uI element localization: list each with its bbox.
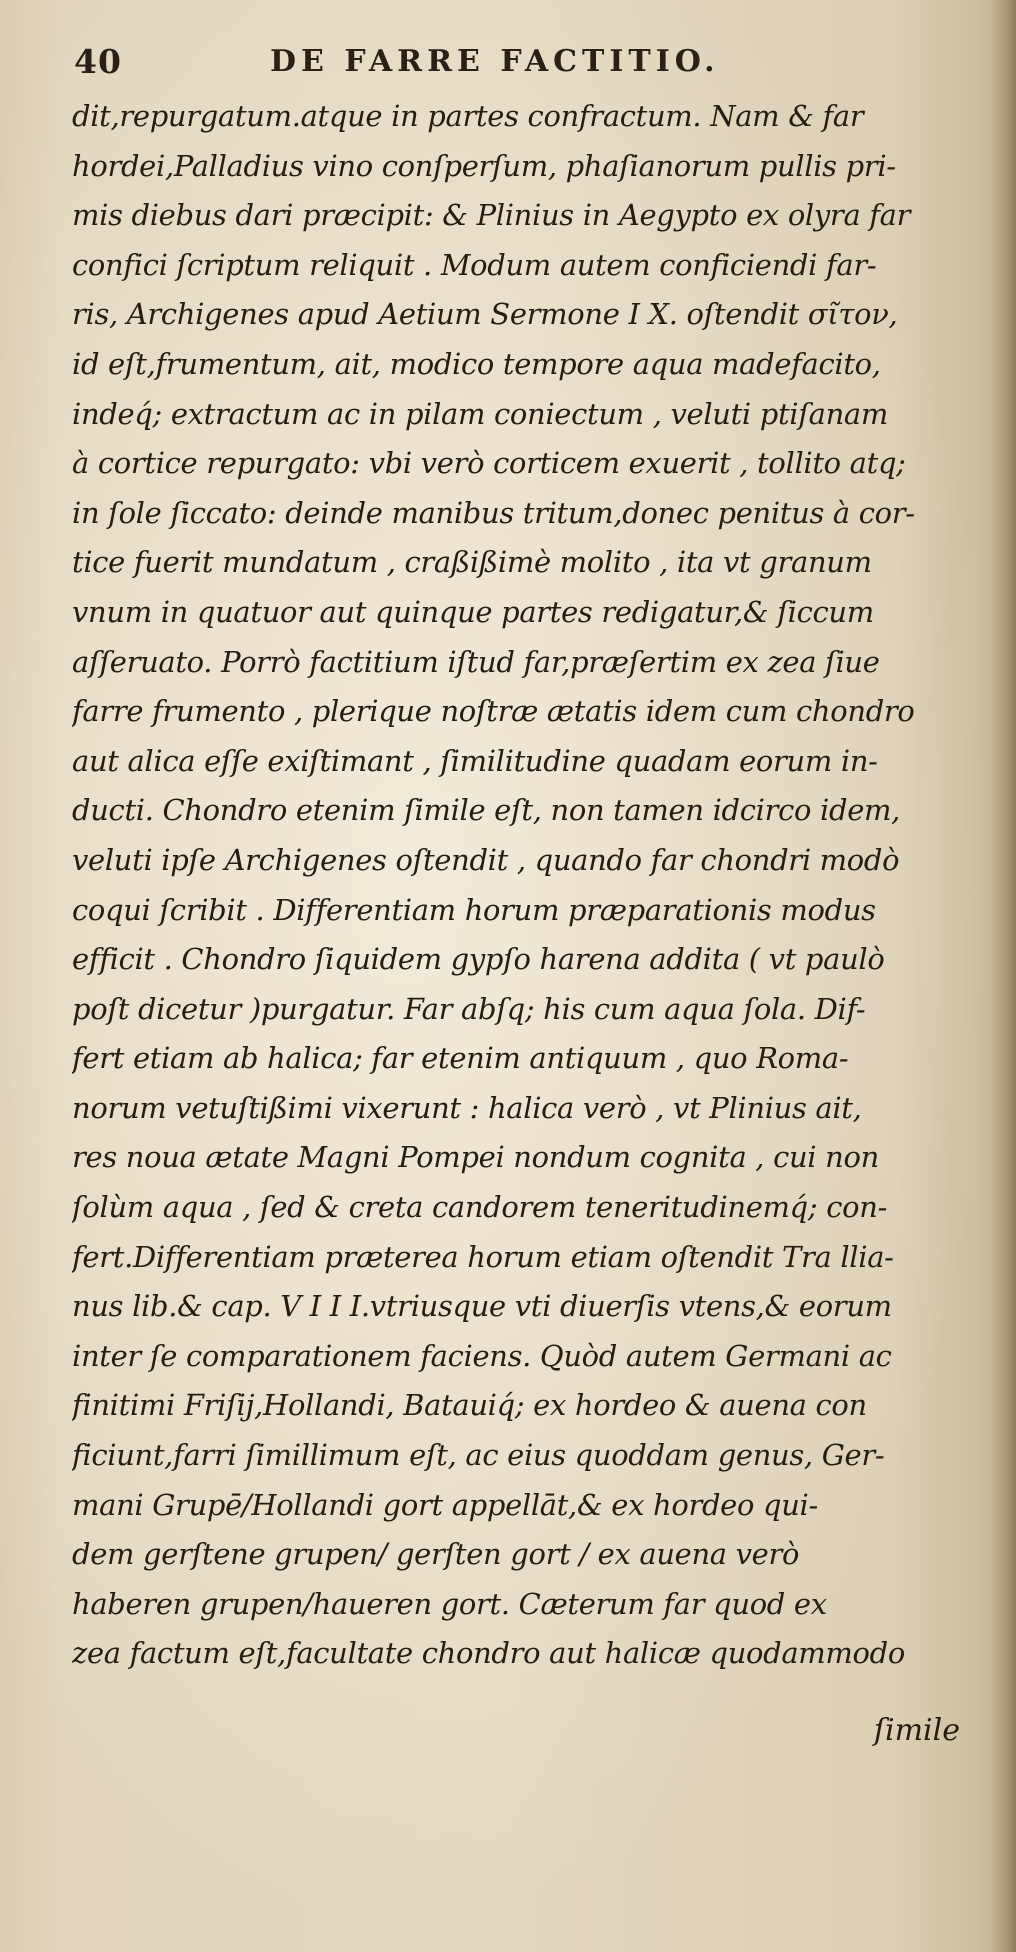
text-line: coqui ſcribit . Differentiam horum præparationis modus xyxy=(72,892,876,927)
text-line: ris, Archigenes apud Aetium Sermone I X. oſtendit σῖτον, xyxy=(72,297,898,332)
text-line: norum vetuſtißimi vixerunt : halica verò , vt Plinius ait, xyxy=(72,1090,862,1125)
running-head-title: DE FARRE FACTITIO. xyxy=(270,44,720,79)
text-line: confici ſcriptum reliquit . Modum autem conficiendi far- xyxy=(72,247,877,282)
text-line: id eſt,frumentum, ait, modico tempore aqua madefacito, xyxy=(72,346,881,381)
text-line: tice fuerit mundatum , craßißimè molito , ita vt granum xyxy=(72,545,872,580)
text-line: aſſeruato. Porrò factitium iſtud far,præſertim ex zea ſiue xyxy=(72,644,880,679)
text-line: farre frumento , plerique noſtræ ætatis idem cum chondro xyxy=(72,694,915,729)
text-line: fert etiam ab halica; far etenim antiquum , quo Roma- xyxy=(72,1041,849,1076)
text-line: dit,repurgatum.atque in partes confractum. Nam & far xyxy=(72,99,864,133)
running-head xyxy=(74,36,954,82)
text-line: nus lib.& cap. V I I I.vtriusque vti diuerſis vtens,& eorum xyxy=(72,1289,892,1324)
text-line: vnum in quatuor aut quinque partes redigatur,& ſiccum xyxy=(72,594,874,629)
text-line: dem gerſtene grupen/ gerſten gort / ex auena verò xyxy=(72,1537,800,1572)
text-line: in ſole ſiccato: deinde manibus tritum,donec penitus à cor- xyxy=(72,495,915,530)
text-line: haberen grupen/haueren gort. Cæterum far quod ex xyxy=(72,1586,827,1621)
text-line: finitimi Friſij,Hollandi, Batauiq́; ex hordeo & auena con xyxy=(72,1388,867,1423)
text-line: res noua ætate Magni Pompei nondum cognita , cui non xyxy=(72,1140,879,1175)
text-line: inter ſe comparationem faciens. Quòd autem Germani ac xyxy=(72,1338,892,1373)
text-line: zea factum eſt,facultate chondro aut halicæ quodammodo xyxy=(72,1636,905,1671)
page-gutter-shadow xyxy=(990,0,1016,1952)
text-line: mis diebus dari præcipit: & Plinius in Aegypto ex olyra far xyxy=(72,198,911,233)
body-text xyxy=(72,92,962,1679)
text-line: veluti ipſe Archigenes oſtendit , quando far chondri modò xyxy=(72,842,900,877)
text-line: fert.Differentiam præterea horum etiam oſtendit Tra llia- xyxy=(72,1239,894,1274)
text-line: aut alica eſſe exiſtimant , ſimilitudine quadam eorum in- xyxy=(72,743,878,778)
text-line: mani Grupē/Hollandi gort appellāt,& ex hordeo qui- xyxy=(72,1487,818,1522)
text-line: poſt dicetur )purgatur. Far abſq; his cum aqua ſola. Dif- xyxy=(72,991,866,1026)
text-line: hordei,Palladius vino conſperſum, phaſianorum pullis pri- xyxy=(72,148,896,183)
text-line: efficit . Chondro ſiquidem gypſo harena addita ( vt paulò xyxy=(72,942,885,977)
text-line: ducti. Chondro etenim ſimile eſt, non tamen idcirco idem, xyxy=(72,793,901,828)
page-number: 40 xyxy=(74,42,122,81)
text-line: à cortice repurgato: vbi verò corticem exuerit , tollito atq; xyxy=(72,446,906,481)
text-line: ficiunt,farri ſimillimum eſt, ac eius quoddam genus, Ger- xyxy=(72,1438,885,1473)
text-line: ſolùm aqua , ſed & creta candorem teneritudinemq́; con- xyxy=(72,1190,888,1225)
catchword: ſimile xyxy=(873,1713,960,1748)
text-line: indeq́; extractum ac in pilam coniectum , veluti ptiſanam xyxy=(72,396,889,431)
